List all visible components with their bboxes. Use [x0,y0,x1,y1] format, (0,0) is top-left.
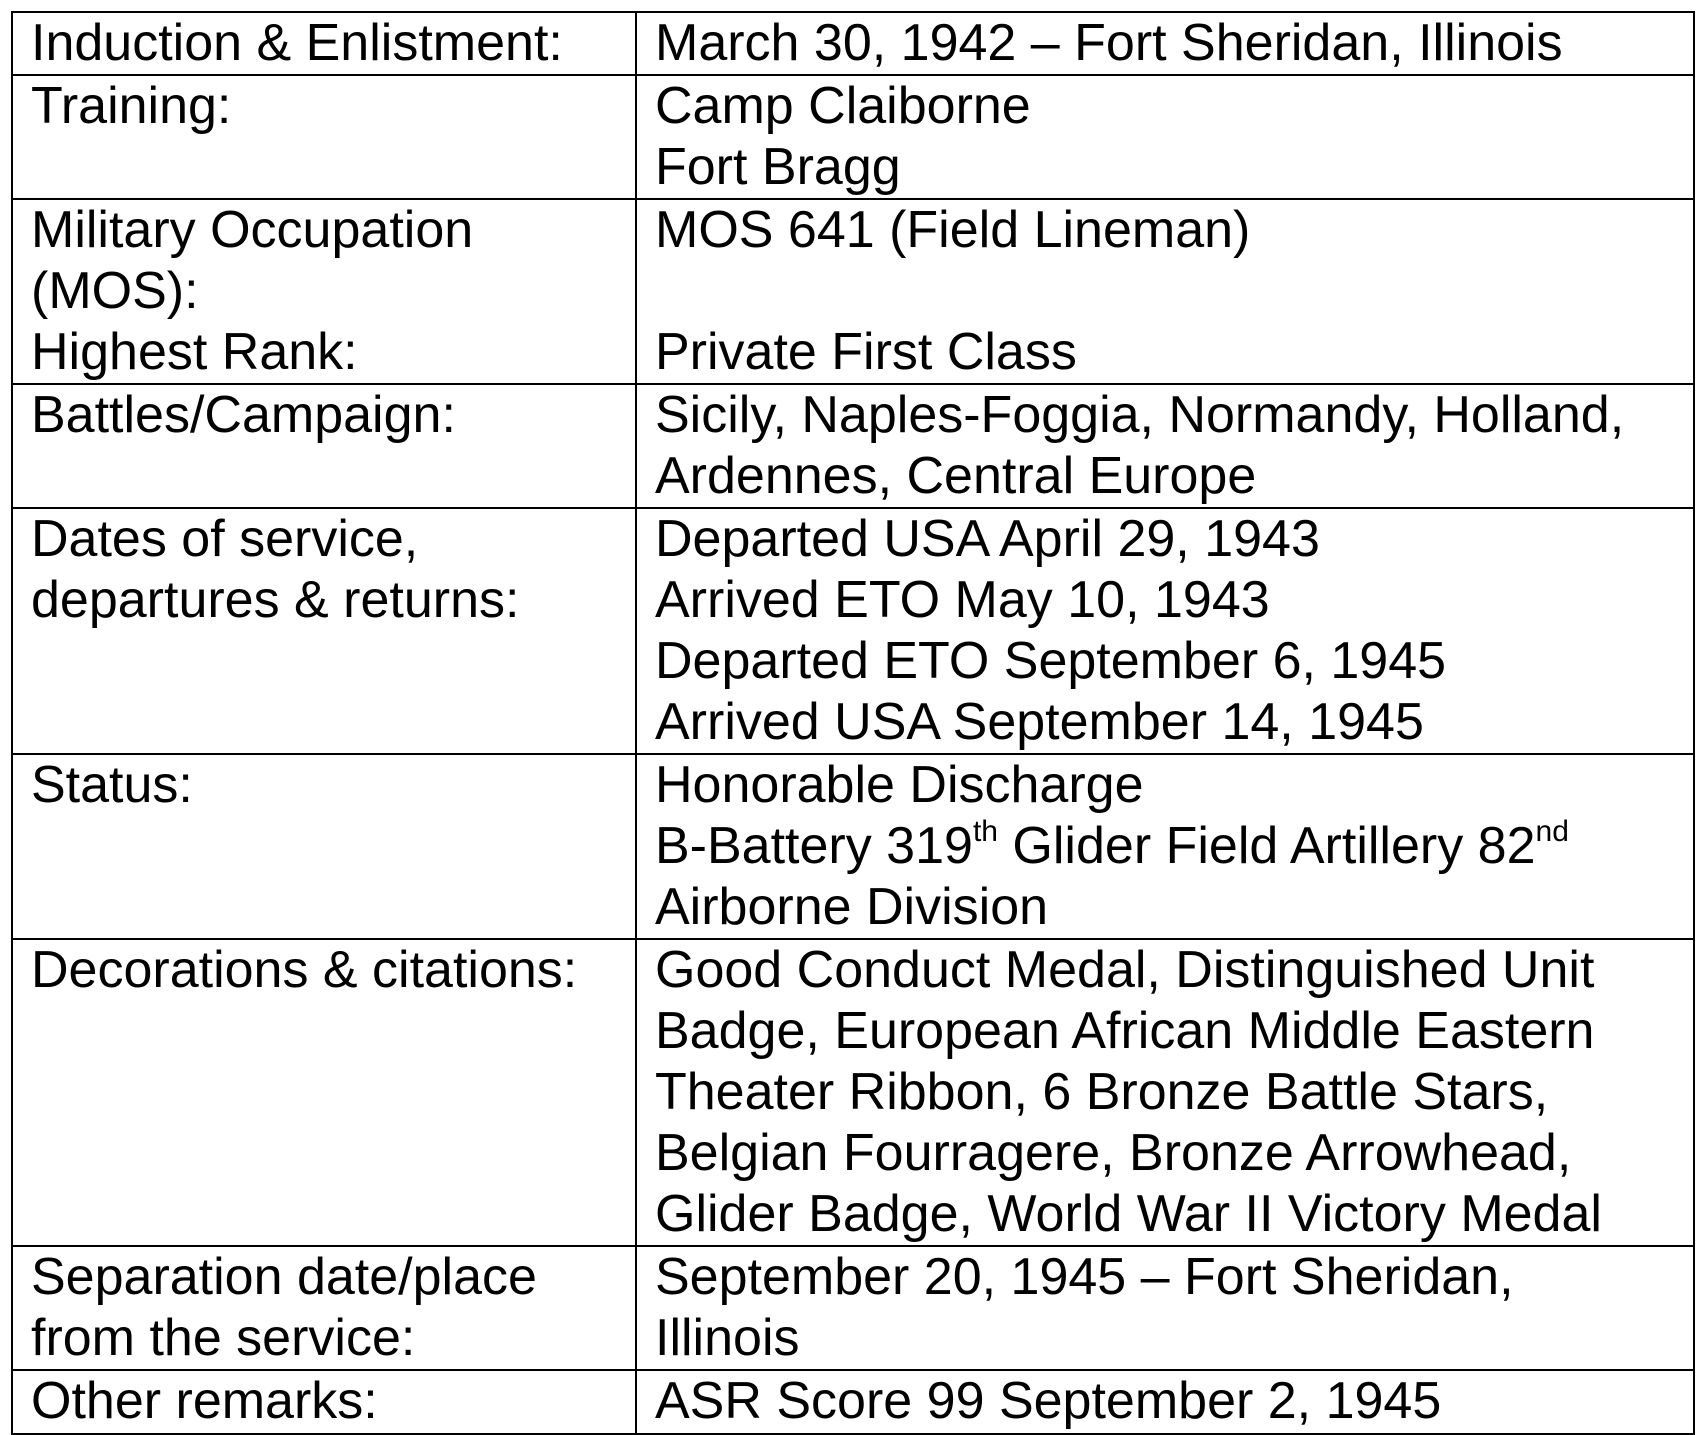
value-text: Fort Bragg [655,138,901,196]
label-text: Decorations & citations: [31,941,578,999]
value-text: Illinois [655,1309,800,1367]
label-text: Battles/Campaign: [31,386,456,444]
value-text: Badge, European African Middle Eastern [655,1002,1595,1060]
label-text: Other remarks: [31,1372,378,1430]
label-text: Dates of service, [31,510,419,568]
label-cell-decorations-citations [12,939,636,1246]
value-text: ASR Score 99 September 2, 1945 [655,1372,1442,1430]
value-text: Camp Claiborne [655,77,1031,135]
value-text: Theater Ribbon, 6 Bronze Battle Stars, [655,1063,1549,1121]
label-cell-mos-highest-rank [12,199,636,384]
value-cell-induction-enlistment [636,12,1694,75]
value-text: Belgian Fourragere, Bronze Arrowhead, [655,1124,1572,1182]
row-battles-campaign [12,384,1694,508]
value-cell-status [636,754,1694,939]
value-text: Honorable Discharge [655,756,1144,814]
value-cell-dates-of-service [636,508,1694,754]
row-induction-enlistment [12,12,1694,75]
label-text: from the service: [31,1309,416,1367]
label-text: Highest Rank: [31,323,358,381]
label-text: Military Occupation [31,201,474,259]
label-text: (MOS): [31,262,199,320]
value-text: Airborne Division [655,878,1049,936]
value-cell-decorations-citations [636,939,1694,1246]
ordinal-suffix: nd [1535,815,1569,848]
value-text: Arrived USA September 14, 1945 [655,693,1424,751]
value-text: Private First Class [655,323,1077,381]
label-text: departures & returns: [31,571,520,629]
row-training [12,75,1694,199]
value-text: Departed USA April 29, 1943 [655,510,1320,568]
value-text: Departed ETO September 6, 1945 [655,632,1447,690]
unit-line [655,816,1681,877]
value-cell-training [636,75,1694,199]
row-dates-of-service [12,508,1694,754]
value-cell-separation [636,1246,1694,1370]
value-text: Glider Badge, World War II Victory Medal [655,1185,1602,1243]
service-record-table [11,11,1695,1435]
blank-line [655,261,1681,322]
value-text: Good Conduct Medal, Distinguished Unit [655,941,1595,999]
value-text: March 30, 1942 – Fort Sheridan, Illinois [655,14,1563,72]
row-mos-highest-rank [12,199,1694,384]
label-cell-induction-enlistment [12,12,636,75]
row-status [12,754,1694,939]
label-cell-dates-of-service [12,508,636,754]
row-decorations-citations [12,939,1694,1246]
label-text: Induction & Enlistment: [31,14,563,72]
label-text: Training: [31,77,232,135]
label-text: Separation date/place [31,1248,537,1306]
value-cell-mos-highest-rank [636,199,1694,384]
row-other-remarks [12,1370,1694,1434]
label-cell-battles-campaign [12,384,636,508]
unit-text: Glider Field Artillery 82 [997,817,1536,875]
ordinal-suffix: th [972,815,998,848]
value-text: MOS 641 (Field Lineman) [655,201,1251,259]
unit-text: B-Battery 319 [655,817,973,875]
value-text: Ardennes, Central Europe [655,447,1257,505]
label-cell-status [12,754,636,939]
label-cell-training [12,75,636,199]
value-text: September 20, 1945 – Fort Sheridan, [655,1248,1514,1306]
row-separation [12,1246,1694,1370]
label-text: Status: [31,756,193,814]
value-cell-other-remarks [636,1370,1694,1434]
value-text: Sicily, Naples-Foggia, Normandy, Holland, [655,386,1625,444]
value-text: Arrived ETO May 10, 1943 [655,571,1270,629]
value-cell-battles-campaign [636,384,1694,508]
label-cell-separation [12,1246,636,1370]
label-cell-other-remarks [12,1370,636,1434]
